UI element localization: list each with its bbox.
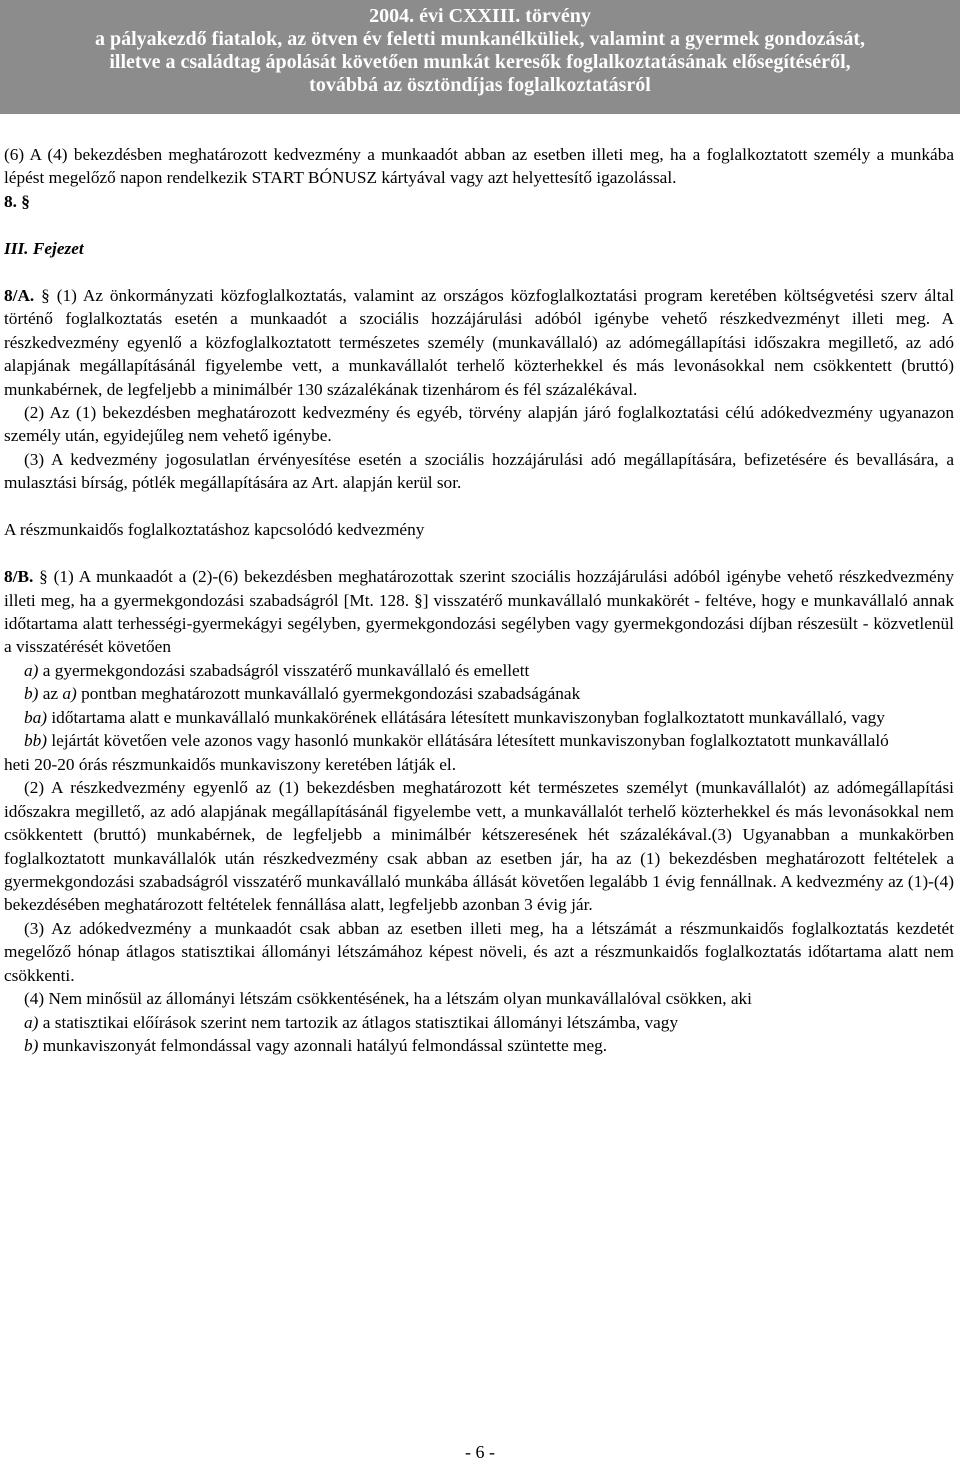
document-header (0, 0, 960, 114)
section-8a-paragraph-1 (4, 284, 954, 401)
header-law-title: 2004. évi CXXIII. törvény (369, 5, 591, 27)
item-b-label: b) (24, 684, 39, 704)
item-bb-text: lejártát követően vele azonos vagy hasonló munkakör ellátására létesített munkaviszonyban foglalkoztatott munkavállaló (51, 731, 889, 751)
header-line-2: a pályakezdő fiatalok, az ötven év feletti munkanélküliek, valamint a gyermek gondozását, (95, 28, 865, 50)
header-line-4: továbbá az ösztöndíjas foglalkoztatásról (309, 74, 651, 96)
section-8-heading: 8. § (4, 191, 30, 211)
section-8a-paragraph-3: (3) A kedvezmény jogosulatlan érvényesítése esetén a szociális hozzájárulási adó megállapítására, befizetésére és bevallására, a mulasztási bírság, pótlék megállapítására az Art. alapján kerül sor. (4, 449, 954, 493)
section-8b-paragraph-4: (4) Nem minősül az állományi létszám csökkentésének, ha a létszám olyan munkavállalóval csökken, aki (24, 989, 752, 1009)
page-number: - 6 - (465, 1442, 495, 1462)
section-8b-paragraph-1 (4, 565, 954, 659)
item-bb-label: bb) (24, 731, 48, 751)
item-4a-label: a) (24, 1012, 39, 1032)
list-item-ba (4, 706, 954, 729)
header-line-3: illetve a családtag ápolását követően munkát keresők foglalkoztatásának elősegítéséről, (109, 51, 851, 73)
item-ba-label: ba) (24, 707, 48, 727)
item-4b-label: b) (24, 1036, 39, 1056)
section-8b-text-1: (1) A munkaadót a (2)-(6) bekezdésben meghatározottak szerint szociális hozzájárulási adóból igénybe vehető részkedvezmény illeti meg, ha a gyermekgondozási szabadságról [Mt. 128. §] visszatérő munkavállaló munkakörét - feltéve, hogy e munkavállaló annak időtartama alatt terhességi-gyermekágyi segélyben, gyermekgondozási segélyben vagy gyermekgondozási díjban részesült - közvetlenül a visszatérését követően (4, 567, 955, 657)
section-8a-paragraph-2: (2) Az (1) bekezdésben meghatározott kedvezmény és egyéb, törvény alapján járó foglalkoztatási célú adókedvezmény ugyanazon személy után, egyidejűleg nem vehető igénybe. (4, 402, 954, 446)
list-item-4a (4, 1011, 954, 1034)
item-a-text: a gyermekgondozási szabadságról visszatérő munkavállaló és emellett (42, 660, 530, 680)
item-ba-text: időtartama alatt e munkavállaló munkakörének ellátására létesített munkaviszonyban foglalkoztatott munkavállaló, vagy (51, 707, 885, 727)
list-item-a (4, 659, 954, 682)
section-8a-sign: § (41, 285, 50, 305)
section-8a-text-1: (1) Az önkormányzati közfoglalkoztatás, valamint az országos közfoglalkoztatási program keretében költségvetési szerv által történő foglalkoztatás esetén a munkaadót a szociális hozzájárulási adóból igénybe vehető részkedvezményt illeti meg. A részkedvezmény egyenlő a közfoglalkoztatott természetes személy (munkavállaló) az adómegállapítási időszakra megillető, az adó alapjának megállapításánál figyelembe vett, a munkavállalót terhelő közterhekkel és más levonásokkal nem csökkentett (bruttó) munkabérnek, de legfeljebb a minimálbér 130 százalékának tizenhárom és fél százalékával. (4, 285, 954, 399)
paragraph-6: (6) A (4) bekezdésben meghatározott kedvezmény a munkaadót abban az esetben illeti meg, ha a foglalkoztatott személy a munkába lépést megelőző napon rendelkezik START BÓNUSZ kártyával vagy azt helyettesítő igazolással. (4, 145, 954, 188)
list-item-4b (4, 1034, 954, 1057)
chapter-heading: III. Fejezet (4, 238, 84, 258)
item-4a-text: a statisztikai előírások szerint nem tartozik az átlagos statisztikai állományi létszámba, vagy (42, 1012, 679, 1032)
section-8b-tail: heti 20-20 órás részmunkaidős munkaviszony keretében látják el. (4, 754, 457, 774)
item-b-post: pontban meghatározott munkavállaló gyermekgondozási szabadságának (81, 684, 581, 704)
section-8b-paragraph-2: (2) A részkedvezmény egyenlő az (1) bekezdésben meghatározott két természetes személyt (munkavállalót) az adómegállapítási időszakra megillető, az adó alapjának megállapításánál figyelembe vett, a munkavállalót terhelő közterhekkel és más levonásokkal nem csökkentett (bruttó) munkabérnek, de legfeljebb a minimálbér kétszeresének hét százalékával.(3) Ugyanabban a munkakörben foglalkoztatott munkavállalók után részkedvezmény csak abban az esetben jár, ha az (1) bekezdésben meghatározott feltételek a gyermekgondozási szabadságról visszatérő munkavállaló munkába állását követően legalább 1 évig fennállnak. A kedvezmény az (1)-(4) bekezdésében meghatározott feltételek fennállása alatt, legfeljebb azonban 3 évig jár. (4, 778, 954, 915)
section-8b-number: 8/B. (4, 567, 34, 587)
list-item-bb (4, 729, 954, 752)
list-item-b (4, 682, 954, 705)
subtitle-parttime: A részmunkaidős foglalkoztatáshoz kapcsolódó kedvezmény (4, 520, 425, 540)
section-8b-paragraph-3: (3) Az adókedvezmény a munkaadót csak abban az esetben illeti meg, ha a létszámát a részmunkaidős foglalkoztatás kezdetét megelőző hónap átlagos statisztikai állományi létszámához képest növeli, és azt a részmunkaidős foglalkoztatás időtartama alatt nem csökkenti. (4, 918, 954, 985)
item-b-pre: az (42, 684, 59, 704)
item-4b-text: munkaviszonyát felmondással vagy azonnali hatályú felmondással szüntette meg. (42, 1036, 608, 1056)
section-8a-number: 8/A. (4, 285, 35, 305)
item-a-label: a) (24, 660, 39, 680)
document-body (4, 143, 954, 1058)
section-8b-sign: § (39, 567, 48, 587)
item-b-ref: a) (62, 684, 77, 704)
